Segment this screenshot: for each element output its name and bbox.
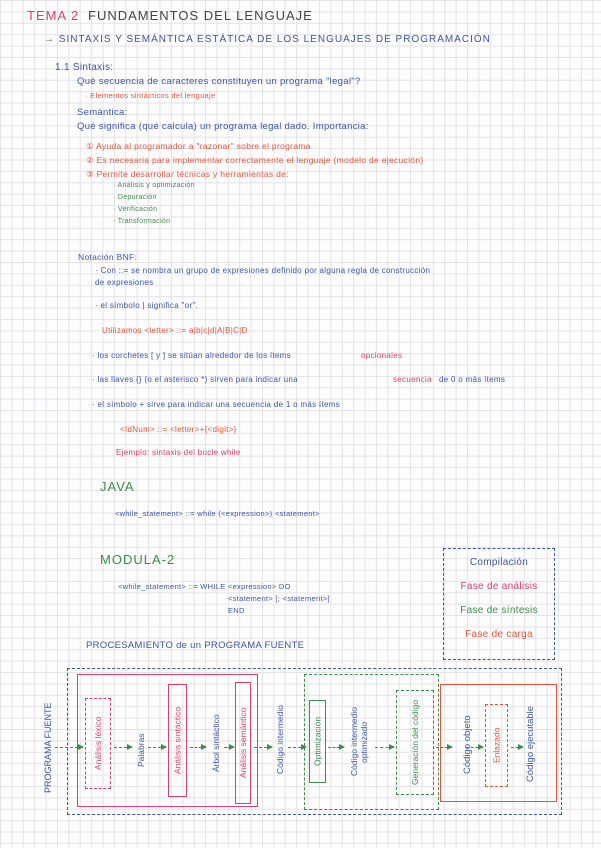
- semantica-point: ① Ayuda al programador a "razonar" sobre el programa: [86, 141, 311, 151]
- tokens-label: Palabras: [136, 733, 146, 767]
- bnf-rule: de expresiones: [95, 278, 154, 287]
- bnf-example: Ejemplo: sintaxis del bucle while: [116, 448, 241, 457]
- arrow-icon: [375, 747, 394, 748]
- bnf-rule-highlight: opcionales: [361, 351, 403, 360]
- legend-analysis: Fase de análisis: [460, 581, 538, 592]
- semantica-definition: Qué significa (qué calcula) un programa legal dado. Importancia:: [77, 121, 369, 132]
- semantic-analysis-box: Análisis semántico: [235, 682, 251, 804]
- semantica-point: ③ Permite desarrollar técnicas y herramientas de:: [86, 169, 289, 179]
- processing-heading: PROCESAMIENTO de un PROGRAMA FUENTE: [86, 640, 305, 651]
- section-heading: → SINTAXIS Y SEMÁNTICA ESTÁTICA DE LOS LENGUAJES DE PROGRAMACIÓN: [44, 34, 491, 45]
- arrow-icon: [328, 747, 344, 748]
- bnf-heading: Notación BNF:: [78, 252, 138, 262]
- bnf-rule: de 0 o más ítems: [439, 375, 506, 384]
- bnf-rule: · los corchetes [ y ] se sitúan alrededor de los ítems: [92, 351, 291, 360]
- arrow-icon: [436, 747, 452, 748]
- arrow-icon: [190, 747, 206, 748]
- tema-number: TEMA 2: [27, 8, 80, 23]
- source-program-label: PROGRAMA FUENTE: [43, 702, 53, 794]
- syntax-tree-label: Árbol sintáctico: [211, 714, 221, 772]
- arrow-icon: [224, 747, 234, 748]
- semantica-point: ② Es necesaria para implementar correctamente el lenguaje (modelo de ejecución): [86, 155, 424, 165]
- arrow-icon: [55, 747, 83, 748]
- arrow-icon: [254, 747, 272, 748]
- java-code: <while_statement> ::= while (<expression>) <statement>: [115, 509, 320, 518]
- bnf-example: <IdNum> ::= <letter>+{<digit>}: [120, 425, 237, 434]
- arrow-icon: [288, 747, 306, 748]
- modula-code: <statement> [; <statement>]: [228, 594, 330, 603]
- java-heading: JAVA: [100, 479, 135, 494]
- sintaxis-note: · Elementos sintácticos del lenguaje: [85, 91, 216, 100]
- bnf-rule-highlight: secuencia: [393, 375, 432, 384]
- arrow-icon: [148, 747, 166, 748]
- arrow-icon: [114, 747, 132, 748]
- lexical-analysis-box: Análisis léxico: [85, 698, 111, 789]
- tool-item: · Depuración: [113, 194, 157, 201]
- page-title: FUNDAMENTOS DEL LENGUAJE: [88, 8, 313, 23]
- tool-item: · Transformación: [113, 218, 171, 225]
- sintaxis-question: Qué secuencia de caracteres constituyen un programa "legal"?: [77, 76, 361, 87]
- tool-item: · Verificación: [113, 206, 158, 213]
- syntax-analysis-box: Análisis sintáctico: [168, 684, 187, 797]
- bnf-rule: · el símbolo | significa "or".: [95, 301, 199, 310]
- compilation-legend: [443, 548, 555, 660]
- modula-code: <while_statement> ::= WHILE <expression> DO: [118, 582, 291, 591]
- arrow-icon: [466, 747, 483, 748]
- legend-synthesis: Fase de síntesis: [460, 605, 538, 616]
- modula-heading: MODULA-2: [100, 552, 176, 567]
- legend-load: Fase de carga: [465, 629, 533, 640]
- bnf-rule: · Con ::= se nombra un grupo de expresiones definido por alguna regla de construcción: [95, 266, 431, 275]
- semantica-heading: Semántica:: [77, 107, 128, 118]
- modula-code: END: [228, 606, 245, 615]
- optimization-box: Optimización: [309, 700, 326, 783]
- tool-item: · Análisis y optimización: [113, 182, 195, 189]
- executable-code-label: Código ejecutable: [525, 705, 536, 783]
- legend-title: Compilación: [469, 557, 529, 568]
- sintaxis-heading: 1.1 Sintaxis:: [55, 62, 114, 73]
- object-code-label: Código objeto: [462, 715, 473, 775]
- intermediate-code-label: Código intermedio: [275, 705, 285, 774]
- code-generation-box: Generación del código: [396, 690, 434, 795]
- bnf-rule: · el símbolo + sirve para indicar una secuencia de 1 o más ítems: [92, 400, 340, 409]
- bnf-example: Utilizamos <letter> ::= a|b|c|d|A|B|C|D: [102, 326, 248, 335]
- optimized-code-label: Código intermedio optimizado: [349, 707, 369, 777]
- arrow-icon: [511, 747, 523, 748]
- linking-box: Enlazado: [485, 704, 508, 787]
- bnf-rule: · las llaves {} (o el asterisco *) sirven para indicar una: [92, 375, 298, 384]
